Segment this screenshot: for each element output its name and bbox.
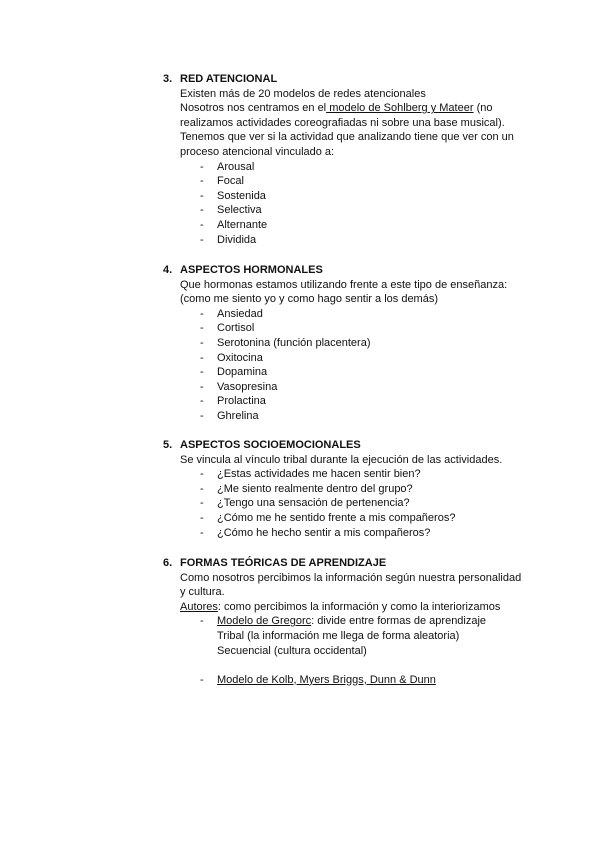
paragraph-line: proceso atencional vinculado a: — [180, 145, 335, 158]
section-red-atencional — [163, 72, 543, 247]
list-item-text: Selectiva — [217, 204, 262, 217]
list-item — [200, 351, 543, 366]
list-item — [200, 380, 543, 395]
list-item — [200, 203, 543, 218]
list-item-text: Dopamina — [217, 366, 268, 379]
list-item-text: Ghrelina — [217, 409, 259, 422]
section-aspectos-socioemocionales — [163, 438, 543, 540]
list-item — [200, 673, 543, 688]
paragraph-line — [180, 101, 543, 116]
list-item-text: ¿Estas actividades me hacen sentir bien? — [217, 468, 421, 481]
bullet-dash: - — [200, 366, 204, 379]
list-item-text: Oxitocina — [217, 351, 263, 364]
list-item-text: Dividida — [217, 233, 257, 246]
section-number: 3. — [163, 73, 173, 85]
list-item-text: Cortisol — [217, 322, 255, 335]
list-item-text: Prolactina — [217, 395, 266, 408]
bullet-dash: - — [200, 175, 204, 188]
section-title: RED ATENCIONAL — [180, 73, 278, 85]
section-title: ASPECTOS SOCIOEMOCIONALES — [180, 439, 361, 451]
list-item-text: Alternante — [217, 218, 268, 231]
bullet-dash: - — [200, 307, 204, 320]
list-item-text: Serotonina (función placentera) — [217, 336, 371, 349]
section-formas-teoricas — [163, 556, 543, 687]
kolb-model-link[interactable]: Modelo de Kolb, Myers Briggs, Dunn & Dunn — [217, 673, 436, 686]
bullet-dash: - — [200, 497, 204, 510]
bullet-dash: - — [200, 673, 204, 686]
section-aspectos-hormonales — [163, 263, 543, 424]
bullet-dash: - — [200, 233, 204, 246]
paragraph-line: Que hormonas estamos utilizando frente a este tipo de enseñanza: — [180, 278, 508, 291]
list-item — [200, 365, 543, 380]
bullet-dash: - — [200, 380, 204, 393]
list-item — [200, 614, 543, 629]
paragraph-line: realizamos actividades coreografiadas ni sobre una base musical). — [180, 116, 505, 129]
paragraph-line: Tenemos que ver si la actividad que analizando tiene que ver con un — [180, 131, 514, 144]
list-item — [200, 160, 543, 175]
list-item-text: Sostenida — [217, 189, 266, 202]
bullet-dash: - — [200, 409, 204, 422]
section-number: 6. — [163, 557, 173, 569]
section-number: 4. — [163, 264, 173, 276]
authors-text: : como percibimos la información y como la interiorizamos — [217, 600, 501, 613]
list-item-text: Ansiedad — [217, 307, 263, 320]
list-item — [200, 218, 543, 233]
bullet-dash: - — [200, 526, 204, 539]
bullet-dash: - — [200, 482, 204, 495]
list-item — [200, 409, 543, 424]
model-link[interactable]: modelo de Sohlberg y Mateer — [326, 102, 474, 115]
sub-line: Secuencial (cultura occidental) — [217, 644, 367, 657]
list-item — [200, 189, 543, 204]
gregorc-model-link[interactable]: Modelo de Gregorc — [217, 615, 312, 628]
bullet-dash: - — [200, 468, 204, 481]
list-item-text: ¿Cómo he hecho sentir a mis compañeros? — [217, 526, 431, 539]
section-title: ASPECTOS HORMONALES — [180, 264, 323, 276]
list-item-text: Arousal — [217, 160, 255, 173]
list-item — [200, 321, 543, 336]
list-item — [200, 496, 543, 511]
list-item-text: ¿Cómo me he sentido frente a mis compañeros? — [217, 511, 456, 524]
section-heading — [163, 438, 543, 453]
list-item-text: : divide entre formas de aprendizaje — [311, 615, 487, 628]
list-item — [200, 482, 543, 497]
authors-label: Autores — [180, 600, 218, 613]
bullet-dash: - — [200, 189, 204, 202]
paragraph-line: (como me siento yo y como hago sentir a los demás) — [180, 293, 439, 306]
bullet-dash: - — [200, 336, 204, 349]
bullet-dash: - — [200, 511, 204, 524]
bullet-dash: - — [200, 160, 204, 173]
section-heading — [163, 556, 543, 571]
bullet-dash: - — [200, 395, 204, 408]
list-item — [200, 526, 543, 541]
list-item — [200, 467, 543, 482]
list-item — [200, 511, 543, 526]
sub-line: Tribal (la información me llega de forma aleatoria) — [217, 629, 460, 642]
section-title: FORMAS TEÓRICAS DE APRENDIZAJE — [180, 557, 387, 569]
list-item-text: ¿Me siento realmente dentro del grupo? — [217, 482, 413, 495]
section-heading — [163, 263, 543, 278]
bullet-dash: - — [200, 322, 204, 335]
text-fragment: Nosotros nos centramos en el — [180, 102, 327, 115]
list-item — [200, 394, 543, 409]
list-item-text: Vasopresina — [217, 380, 278, 393]
section-number: 5. — [163, 439, 173, 451]
list-item — [200, 233, 543, 248]
bullet-dash: - — [200, 204, 204, 217]
bullet-dash: - — [200, 351, 204, 364]
bullet-dash: - — [200, 218, 204, 231]
list-item-text: ¿Tengo una sensación de pertenencia? — [217, 497, 410, 510]
list-item — [200, 307, 543, 322]
bullet-dash: - — [200, 615, 204, 628]
paragraph-line: y cultura. — [180, 586, 225, 599]
list-item — [200, 336, 543, 351]
list-item-text: Focal — [217, 175, 244, 188]
authors-line — [180, 600, 543, 615]
paragraph-line: Como nosotros percibimos la información según nuestra personalidad — [180, 571, 522, 584]
list-item — [200, 174, 543, 189]
text-fragment: (no — [473, 102, 493, 115]
section-heading — [163, 72, 543, 87]
spacer — [180, 658, 543, 673]
paragraph-line: Existen más de 20 modelos de redes atencionales — [180, 87, 426, 100]
paragraph-line: Se vincula al vínculo tribal durante la ejecución de las actividades. — [180, 453, 503, 466]
